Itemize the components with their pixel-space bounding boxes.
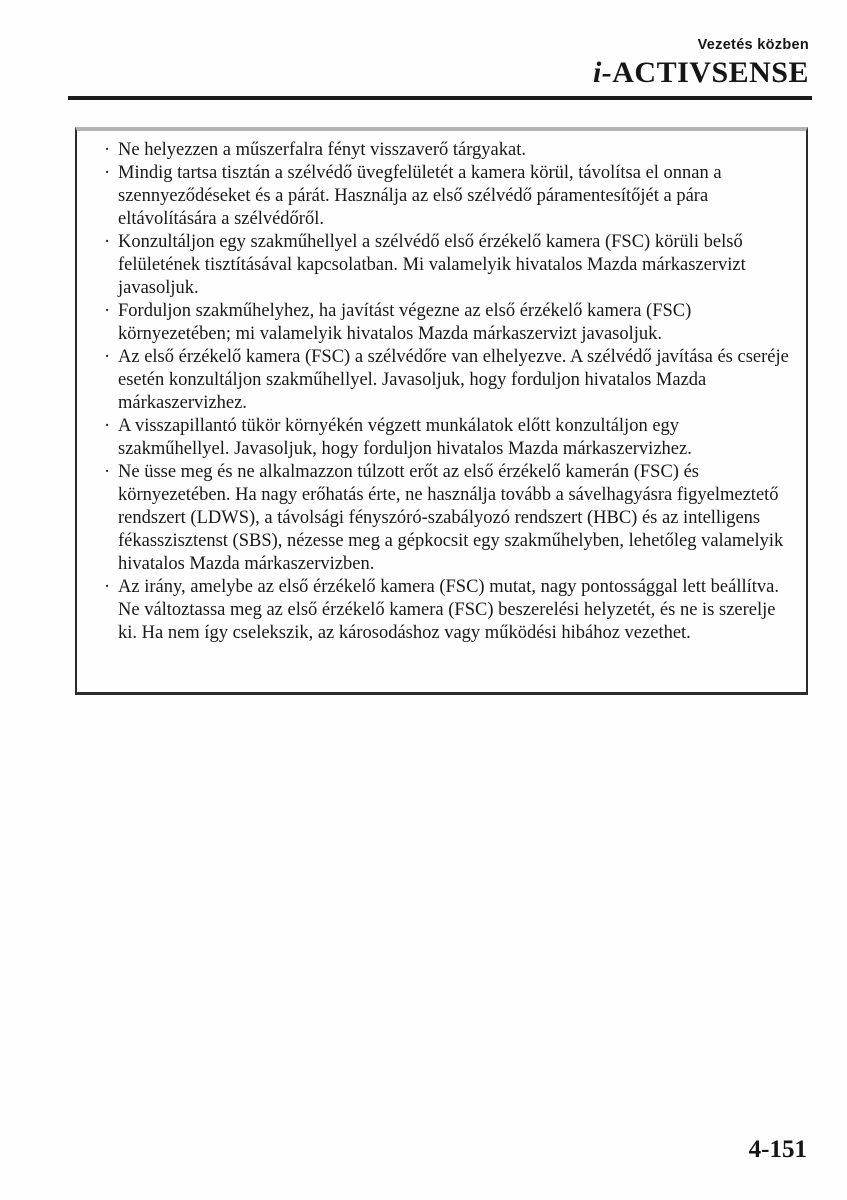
list-item-text: Az első érzékelő kamera (FSC) a szélvédőre van elhelyezve. A szélvédő javítása és cseréje esetén konzultáljon szakműhellyel. Javasoljuk, hogy forduljon hivatalos Mazda márkaszervizhez.	[118, 347, 789, 413]
list-item-text: Mindig tartsa tisztán a szélvédő üvegfelületét a kamera körül, távolítsa el onnan a szennyeződéseket és a párát. Használja az első szélvédő páramentesítőjét a pára eltávolítására a szélvédőről.	[118, 163, 722, 229]
list-item-text: Ne helyezzen a műszerfalra fényt visszaverő tárgyakat.	[118, 140, 526, 160]
bullet-dot: ·	[104, 301, 111, 321]
bullet-dot: ·	[104, 462, 111, 482]
bullet-dot: ·	[104, 577, 111, 597]
list-item-text: A visszapillantó tükör környékén végzett munkálatok előtt konzultáljon egy szakműhellyel. Javasoljuk, hogy forduljon hivatalos Mazda márkaszervizhez.	[118, 416, 692, 459]
bullet-dot: ·	[104, 347, 111, 367]
header-divider-rule	[68, 96, 812, 100]
list-item-text: Konzultáljon egy szakműhellyel a szélvédő első érzékelő kamera (FSC) körüli belső felületének tisztításával kapcsolatban. Mi valamelyik hivatalos Mazda márkaszervizt javasoljuk.	[118, 232, 746, 298]
list-item-text: Ne üsse meg és ne alkalmazzon túlzott erőt az első érzékelő kamerán (FSC) és környezetében. Ha nagy erőhatás érte, ne használja tovább a sávelhagyásra figyelmeztető rendszert (LDWS), a távolsági fényszóró-szabályozó rendszert (HBC) és az intelligens fékasszisztenst (SBS), nézesse meg a gépkocsit egy szakműhelyben, lehetőleg valamelyik hivatalos Mazda márkaszervizben.	[118, 462, 784, 574]
bullet-list	[103, 139, 792, 645]
list-item	[103, 162, 792, 231]
page-title-prefix: i-	[592, 56, 613, 89]
list-item	[103, 300, 792, 346]
bullet-dot: ·	[104, 163, 111, 183]
page-header	[593, 36, 809, 89]
list-item-text: Forduljon szakműhelyhez, ha javítást végezne az első érzékelő kamera (FSC) környezetében; mi valamelyik hivatalos Mazda márkaszervizt javasoljuk.	[118, 301, 692, 344]
section-label: Vezetés közben	[697, 37, 809, 53]
caution-note-box	[75, 127, 808, 695]
page-title	[593, 57, 809, 89]
list-item	[103, 346, 792, 415]
page-title-main: ACTIVSENSE	[612, 56, 809, 89]
bullet-dot: ·	[104, 140, 111, 160]
list-item	[103, 415, 792, 461]
bullet-dot: ·	[104, 232, 111, 252]
list-item	[103, 461, 792, 576]
list-item-text: Az irány, amelybe az első érzékelő kamera (FSC) mutat, nagy pontossággal lett beállítva. Ne változtassa meg az első érzékelő kamera (FSC) beszerelési helyzetét, és ne is szerelje ki. Ha nem így cselekszik, az károsodáshoz vagy működési hibához vezethet.	[118, 577, 779, 643]
list-item	[103, 576, 792, 645]
list-item	[103, 139, 792, 162]
bullet-dot: ·	[104, 416, 111, 436]
list-item	[103, 231, 792, 300]
page-number: 4-151	[748, 1136, 807, 1163]
